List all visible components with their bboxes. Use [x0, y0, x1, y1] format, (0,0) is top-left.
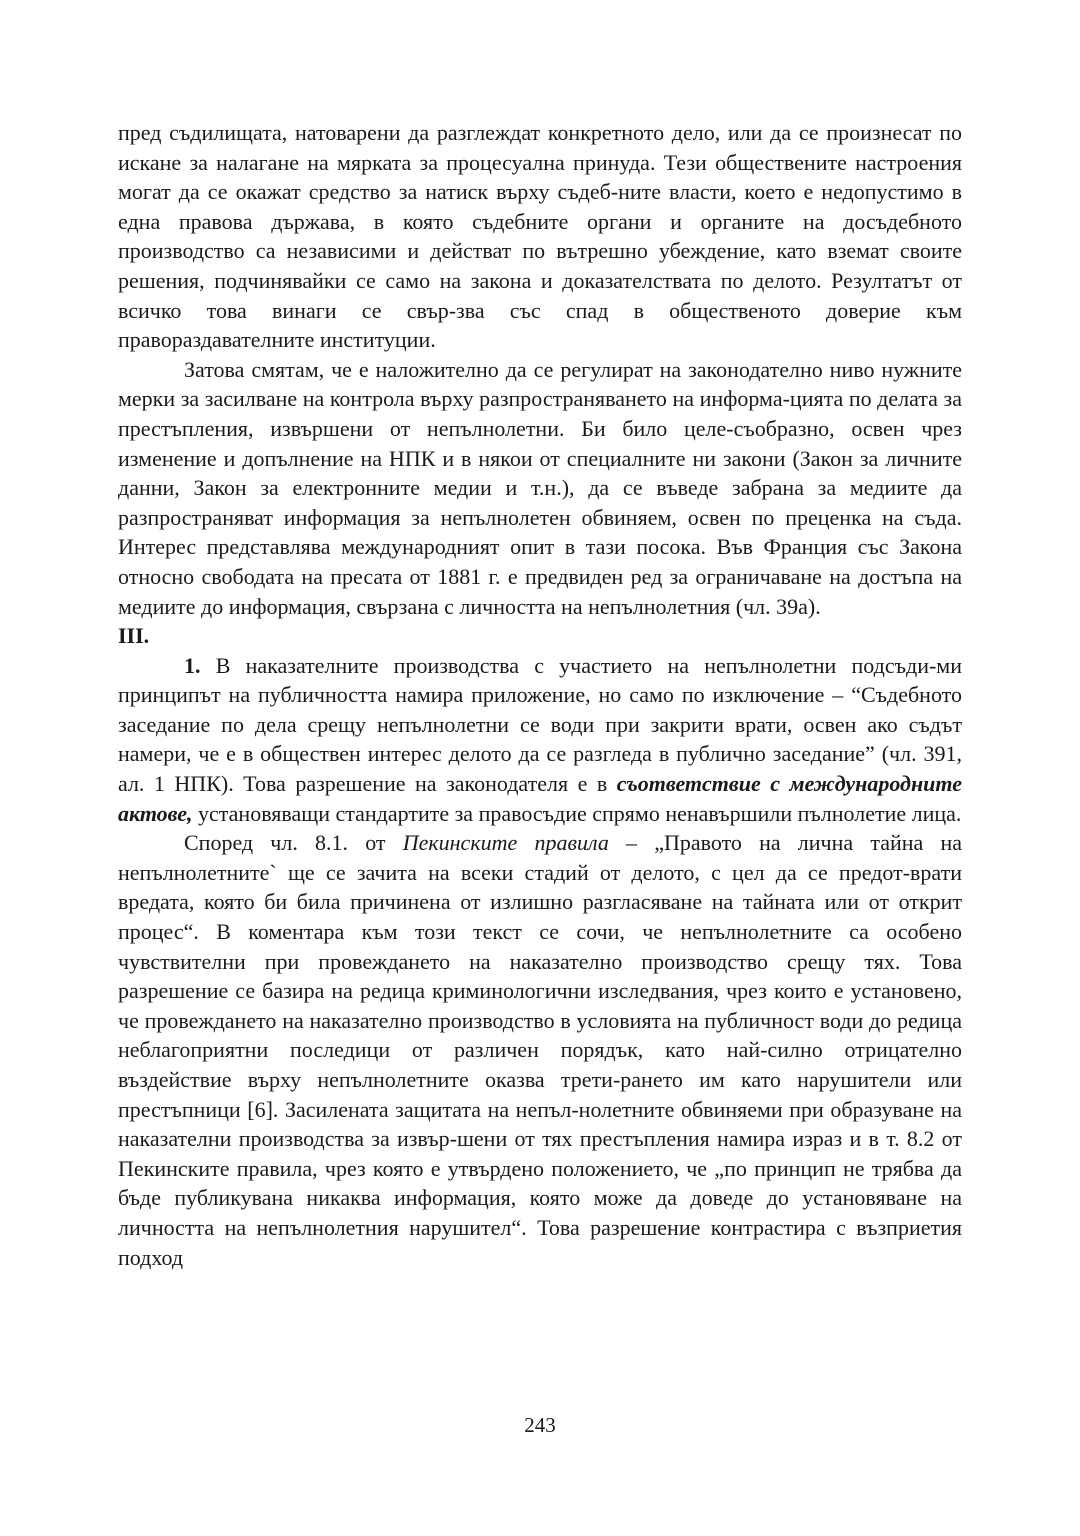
- paragraph-4-emphasis: Пекинските правила: [402, 830, 609, 856]
- paragraph-3-text-before: В наказателните производства с участието на непълнолетни подсъди-ми принципът на публичността намира приложение, но само по изключение – “Съдебното заседание по дела срещу непълнолетни се води при закрити врати, освен ако съдът намери, че е в обществен интерес делото да се разгледа в публично заседание” (чл. 391, ал. 1 НПК). Това разрешение на законодателя е в: [118, 652, 962, 797]
- paragraph-3-emphasis: съответствие с международните актове,: [118, 771, 962, 826]
- paragraph-3: [118, 651, 962, 829]
- page-number: 243: [524, 1413, 556, 1437]
- paragraph-3-text-after: установяващи стандартите за правосъдие спрямо ненавършили пълнолетие лица.: [192, 800, 962, 826]
- paragraph-4: [118, 828, 962, 1272]
- paragraph-4-text-after: – „Правото на лична тайна на непълнолетните` ще се зачита на всеки стадий от делото, с цел да се предот-врати вредата, която би била причинена от излишно разгласяване на тайната или от открит процес“. В коментара към този текст се сочи, че непълнолетните са особено чувствителни при провеждането на наказателно производство срещу тях. Това разрешение се базира на редица криминологични изследвания, чрез които е установено, че провеждането на наказателно производство в условията на публичност води до редица неблагоприятни последици от различен порядък, като най-силно отрицателно въздействие върху непълнолетните оказва трети-рането им като нарушители или престъпници [6]. Засилената защитата на непъл-нолетните обвиняеми при образуване на наказателни производства за извър-шени от тях престъпления намира израз и в т. 8.2 от Пекинските правила, чрез която е утвърдено положението, че „по принцип не трябва да бъде публикувана никаква информация, която може да доведе до установяване на личността на непълнолетния нарушител“. Това разрешение контрастира с възприетия подход: [118, 830, 963, 1270]
- section-heading: III.: [118, 623, 150, 649]
- paragraph-4-text-before: Според чл. 8.1. от: [184, 830, 403, 856]
- document-page: [118, 118, 962, 1272]
- paragraph-1: пред съдилищата, натоварени да разглеждат конкретното дело, или да се произнесат по искане за налагане на мярката за процесуална принуда. Тези обществените настроения могат да се окажат средство за натиск върху съдеб-ните власти, което е недопустимо в една правова държава, в която съдебните органи и органите на досъдебното производство са независими и действат по вътрешно убеждение, като вземат своите решения, подчинявайки се само на закона и доказателствата по делото. Резултатът от всичко това винаги се свър-зва със спад в общественото доверие към правораздавателните институции.: [118, 120, 962, 353]
- item-number: 1.: [184, 652, 201, 678]
- paragraph-2: Затова смятам, че е наложително да се регулират на законодателно ниво нужните мерки за засилване на контрола върху разпространяването на информа-цията по делата за престъпления, извършени от непълнолетни. Би било целе-съобразно, освен чрез изменение и допълнение на НПК и в някои от специалните ни закони (Закон за личните данни, Закон за електронните медии и т.н.), да се въведе забрана за медиите да разпространяват информация за непълнолетен обвиняем, освен по преценка на съда. Интерес представлява международният опит в тази посока. Във Франция със Закона относно свободата на пресата от 1881 г. е предвиден ред за ограничаване на достъпа на медиите до информация, свързана с личността на непълнолетния (чл. 39а).: [118, 356, 962, 619]
